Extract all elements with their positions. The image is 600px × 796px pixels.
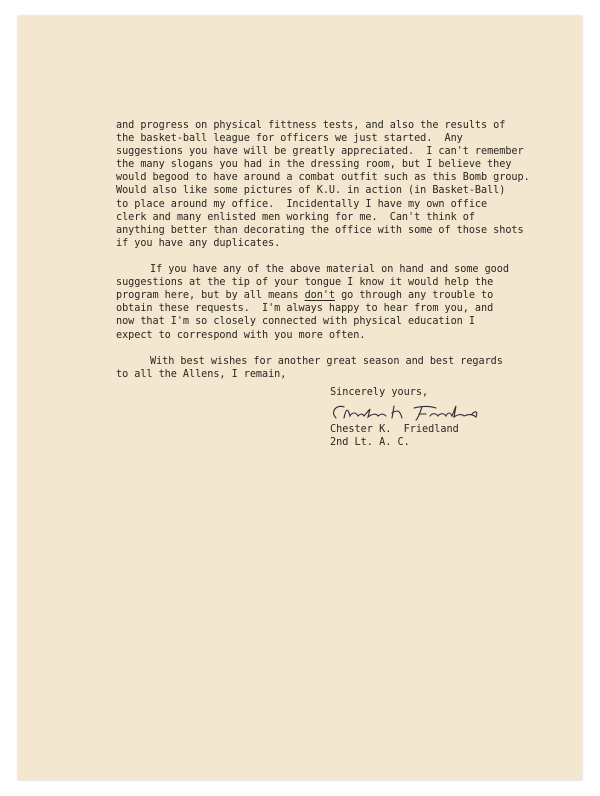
text-line: suggestions you have will be greatly appreciated. I can't remember [116, 146, 524, 158]
letter-body [116, 119, 586, 394]
text-line: anything better than decorating the office with some of those shots [116, 224, 524, 236]
text-line: if you have any duplicates. [116, 237, 281, 249]
handwritten-signature [326, 402, 486, 426]
text-line: suggestions at the tip of your tongue I know it would help the [116, 277, 494, 289]
text-line: Would also like some pictures of K.U. in action (in Basket-Ball) [116, 185, 506, 197]
text-line: If you have any of the above material on hand and some good [150, 264, 509, 276]
text-line: to all the Allens, I remain, [116, 368, 287, 380]
text-line [116, 289, 586, 302]
text-line: now that I'm so closely connected with physical education I [116, 316, 475, 328]
text-line: the many slogans you had in the dressing room, but I believe they [116, 159, 512, 171]
text-line: clerk and many enlisted men working for me. Can't think of [116, 211, 475, 223]
typed-name: Chester K. Friedland [330, 424, 459, 436]
text-line: obtain these requests. I'm always happy to hear from you, and [116, 303, 494, 315]
letter-page [18, 16, 582, 780]
salutation: Sincerely yours, [330, 387, 429, 398]
text-line: would begood to have around a combat outfit such as this Bomb group. [116, 172, 530, 184]
text-line: and progress on physical fittness tests, and also the results of [116, 120, 506, 131]
paragraph-2 [116, 263, 586, 342]
text-segment: program here, but by all means [116, 290, 305, 302]
text-line: With best wishes for another great season and best regards [150, 355, 503, 367]
rank-title: 2nd Lt. A. C. [330, 437, 410, 449]
text-line: expect to correspond with you more often. [116, 329, 366, 341]
text-line: the basket-ball league for officers we just started. Any [116, 133, 463, 145]
text-line: to place around my office. Incidentally I have my own office [116, 198, 488, 210]
text-segment: go through any trouble to [335, 290, 494, 302]
underlined-word: don't [304, 290, 336, 302]
paragraph-3 [116, 355, 586, 381]
paragraph-1 [116, 119, 586, 250]
